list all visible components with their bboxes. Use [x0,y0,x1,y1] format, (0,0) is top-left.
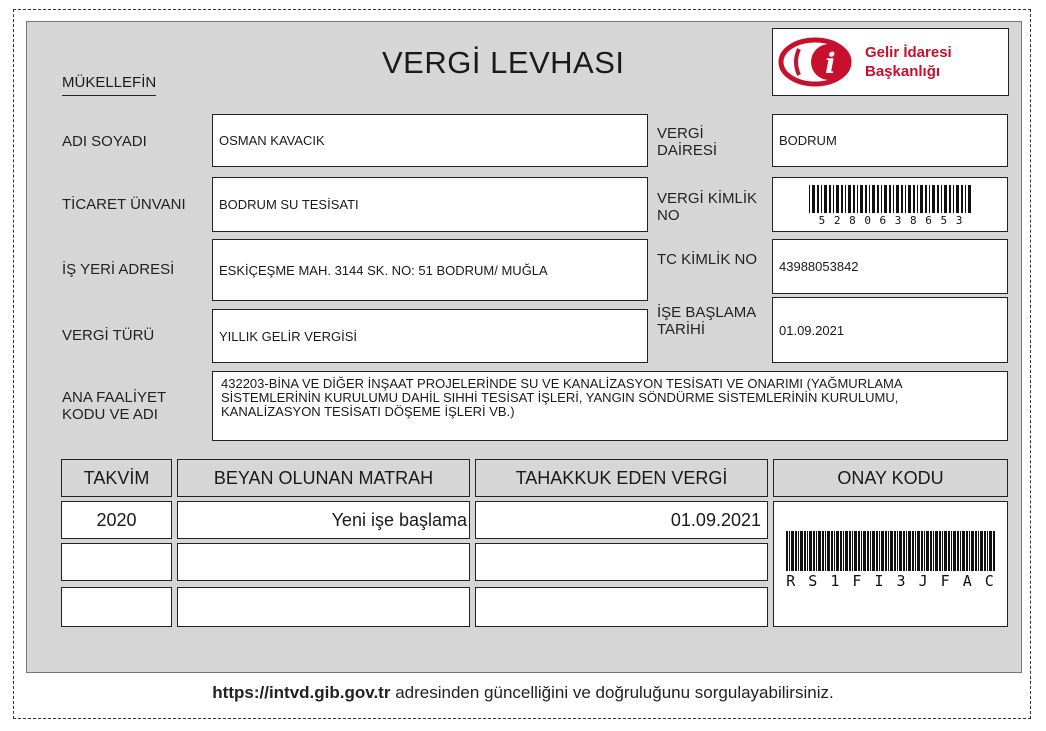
tc-id-field [772,239,1008,294]
verification-link[interactable]: https://intvd.gib.gov.tr [212,683,391,702]
page-title: VERGİ LEVHASI [382,45,625,80]
approval-code-cell [773,501,1008,627]
approval-barcode [786,531,996,571]
header-takvim: TAKVİM [61,459,172,497]
activity-line-3: KANALİZASYON TESİSATI DÖŞEME İŞLERİ VB.) [221,404,515,419]
trade-name-label: TİCARET ÜNVANI [62,196,186,213]
row-3-matrah [177,587,470,627]
start-date-field [772,297,1008,363]
footer-note [0,683,1046,703]
address-value: ESKİÇEŞME MAH. 3144 SK. NO: 51 BODRUM/ MUĞLA [219,262,548,278]
activity-field [212,371,1008,441]
gib-logo [772,28,1009,96]
row-2-year [61,543,172,581]
activity-line-1: 432203-BİNA VE DİĞER İNŞAAT PROJELERİNDE SU VE KANALİZASYON TESİSATI VE ONARIMI (YAĞMURLAMA [221,376,903,391]
row-2-matrah [177,543,470,581]
header-matrah: BEYAN OLUNAN MATRAH [177,459,470,497]
tax-type-label: VERGİ TÜRÜ [62,327,155,344]
tax-type-field [212,309,648,363]
tc-id-label: TC KİMLİK NO [657,251,758,268]
row-3-year [61,587,172,627]
start-date-label [657,304,756,338]
tax-id-field [772,177,1008,232]
tax-id-value: 5 2 8 0 6 3 8 6 5 3 [818,214,964,227]
activity-label-line-2: KODU VE ADI [62,406,158,423]
tc-id-value: 43988053842 [779,259,859,274]
tax-office-label [657,125,717,159]
tax-id-label-line-2: NO [657,207,680,224]
footer-text: adresinden güncelliğini ve doğruluğunu sorgulayabilirsiniz. [390,683,834,702]
trade-name-field [212,177,648,232]
row-3-tax [475,587,768,627]
tax-type-value: YILLIK GELİR VERGİSİ [219,328,357,344]
row-1-tax: 01.09.2021 [475,501,768,539]
activity-label-line-1: ANA FAALİYET [62,389,167,406]
tax-id-label-line-1: VERGİ KİMLİK [657,190,758,207]
name-label: ADI SOYADI [62,133,147,150]
name-value: OSMAN KAVACIK [219,133,325,148]
start-date-label-line-2: TARİHİ [657,321,706,338]
activity-label [62,389,166,423]
owner-label: MÜKELLEFİN [62,74,156,96]
row-1-year: 2020 [61,501,172,539]
tax-id-barcode [809,185,973,213]
approval-code: R S 1 F I 3 J F A C [786,572,996,590]
tax-office-value: BODRUM [779,133,837,148]
header-tahakkuk: TAHAKKUK EDEN VERGİ [475,459,768,497]
tax-office-label-line-1: VERGİ [657,125,704,142]
logo-line-1: Gelir İdaresi [865,44,952,61]
header-onay-kodu: ONAY KODU [773,459,1008,497]
svg-text:i: i [825,47,836,80]
name-field [212,114,648,167]
address-label: İŞ YERİ ADRESİ [62,261,175,278]
tax-office-field [772,114,1008,167]
start-date-label-line-1: İŞE BAŞLAMA [657,304,757,321]
trade-name-value: BODRUM SU TESİSATI [219,197,359,212]
tax-id-label [657,190,757,224]
activity-line-2: SİSTEMLERİNİN KURULUMU DAHİL SIHHİ TESİSAT İŞLERİ, YANGIN SÖNDÜRME SİSTEMLERİNİN KURULUMU, [221,390,899,405]
row-2-tax [475,543,768,581]
address-field [212,239,648,301]
start-date-value: 01.09.2021 [779,322,845,338]
tax-office-label-line-2: DAİRESİ [657,142,718,159]
gib-logo-icon [777,35,859,89]
logo-line-2: Başkanlığı [865,63,941,80]
row-1-matrah: Yeni işe başlama [177,501,470,539]
